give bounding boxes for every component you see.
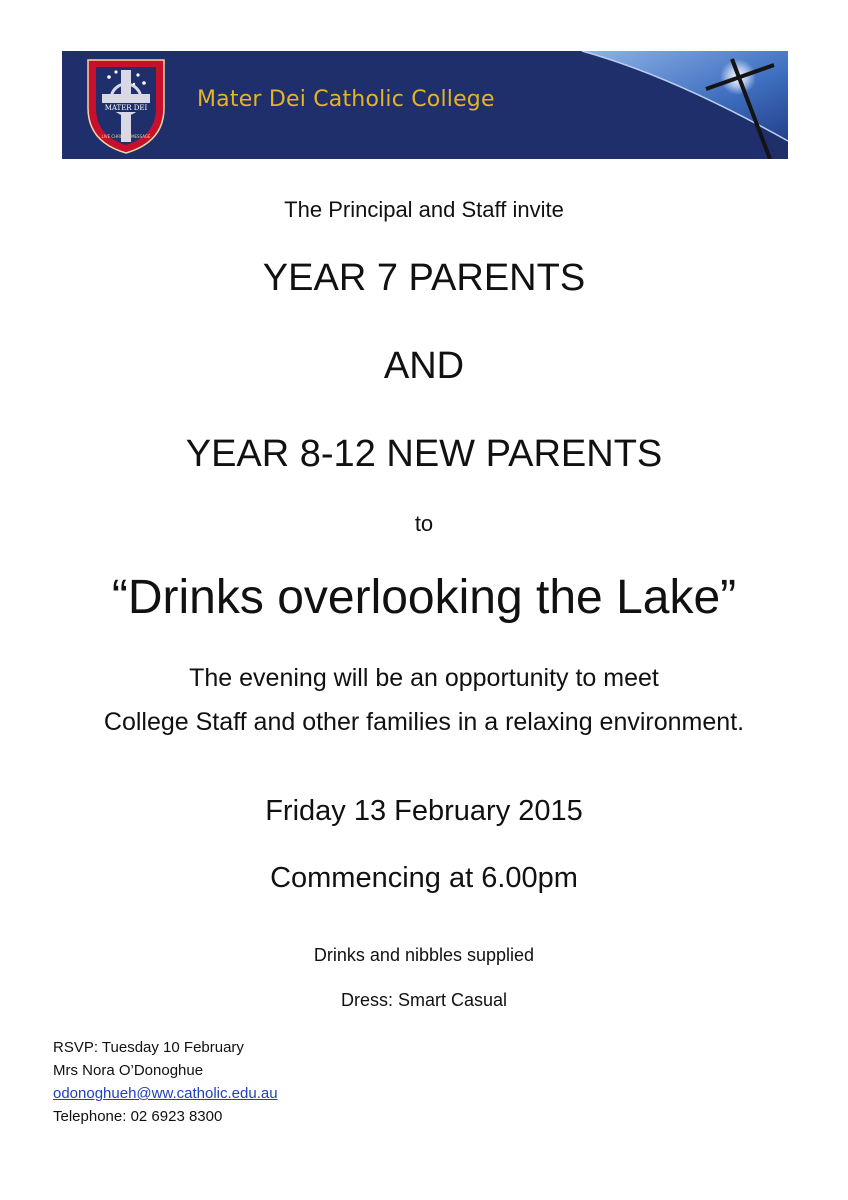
- audience-conjunction: AND: [383, 345, 465, 387]
- college-banner: [62, 51, 788, 159]
- crest-motto-top: MATER DEI: [104, 104, 148, 112]
- event-description-line-1: The evening will be an opportunity to meet: [189, 664, 659, 692]
- event-time: Commencing at 6.00pm: [270, 862, 578, 894]
- dress-code: Dress: Smart Casual: [340, 990, 508, 1010]
- to-text: to: [414, 511, 434, 536]
- intro-text: The Principal and Staff invite: [284, 197, 564, 222]
- audience-year-8-12: YEAR 8-12 NEW PARENTS: [185, 433, 663, 475]
- event-date: Friday 13 February 2015: [265, 795, 583, 827]
- college-crest-logo: [78, 56, 174, 156]
- event-title: “Drinks overlooking the Lake”: [111, 571, 737, 624]
- event-description-line-2: College Staff and other families in a relaxing environment.: [103, 708, 745, 736]
- rsvp-email-link[interactable]: odonoghueh@ww.catholic.edu.au: [53, 1085, 278, 1102]
- rsvp-contact-name: Mrs Nora O’Donoghue: [53, 1062, 204, 1079]
- audience-year-7: YEAR 7 PARENTS: [262, 257, 586, 299]
- rsvp-telephone: Telephone: 02 6923 8300: [53, 1108, 223, 1125]
- rsvp-block: [53, 1036, 278, 1128]
- catering-note: Drinks and nibbles supplied: [313, 945, 535, 965]
- college-name: Mater Dei Catholic College: [197, 87, 495, 112]
- cross-icon: [688, 51, 788, 159]
- crest-motto-bottom: LIVE CHRIST'S MESSAGE: [101, 134, 151, 139]
- rsvp-deadline: RSVP: Tuesday 10 February: [53, 1039, 244, 1056]
